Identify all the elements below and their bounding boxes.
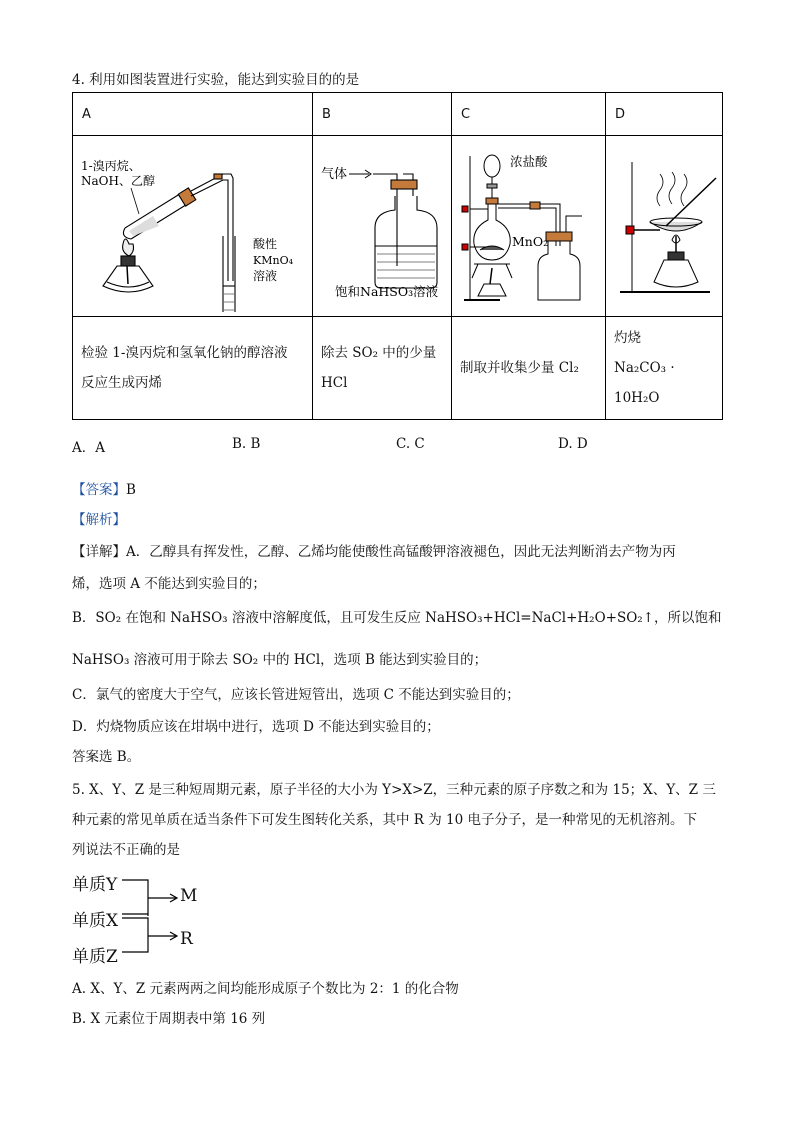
- product-m-label: M: [180, 886, 198, 906]
- fig-c-acid-label: 浓盐酸: [510, 154, 548, 169]
- q5-stem-line3: 列说法不正确的是: [72, 842, 180, 858]
- desc-b-line2: HCl: [321, 375, 348, 391]
- q5-option-a: A. X、Y、Z 元素两两之间均能形成原子个数比为 2：1 的化合物: [72, 981, 459, 997]
- desc-c-text: 制取并收集少量 Cl₂: [460, 360, 579, 376]
- q5-stem-line1: 5. X、Y、Z 是三种短周期元素，原子半径的大小为 Y>X>Z，三种元素的原子序数之和为 15；X、Y、Z 三: [72, 782, 716, 798]
- fig-a-reagent-line2: NaOH、乙醇: [81, 174, 155, 188]
- conversion-arrows: [120, 870, 180, 960]
- detail-b-line2: NaHSO₃ 溶液可用于除去 SO₂ 中的 HCl，选项 B 能达到实验目的；: [72, 652, 488, 668]
- detail-a-line1: [72, 540, 676, 560]
- fig-a-reagent-line1: 1-溴丙烷、: [81, 159, 141, 173]
- desc-b: [313, 317, 452, 420]
- header-b: B: [313, 93, 452, 136]
- q4-table: [72, 92, 723, 420]
- figure-b: [313, 136, 452, 317]
- option-a: A．A: [72, 440, 105, 456]
- fig-a-acid-line3: 溶液: [253, 269, 278, 283]
- header-d: D: [606, 93, 723, 136]
- fig-c-mno2-label: MnO₂: [512, 234, 549, 249]
- detail-a-text: A．乙醇具有挥发性，乙醇、乙烯均能使酸性高锰酸钾溶液褪色，因此无法判断消去产物为丙: [126, 544, 676, 560]
- chlorine-generator-illustration: [452, 136, 606, 312]
- detail-b-line1: B．SO₂ 在饱和 NaHSO₃ 溶液中溶解度低，且可发生反应 NaHSO₃+HCl=NaCl+H₂O+SO₂↑，所以饱和: [72, 610, 722, 626]
- desc-c: [452, 317, 606, 420]
- detail-a-line2: 烯，选项 A 不能达到实验目的；: [72, 576, 266, 592]
- detail-tag: 【详解】: [72, 544, 126, 560]
- answer-tag: 【答案】: [72, 482, 126, 498]
- option-b: B. B: [232, 436, 261, 452]
- option-d: D. D: [558, 436, 588, 452]
- product-r-label: R: [180, 929, 193, 949]
- option-c: C. C: [396, 436, 425, 452]
- figure-c: [452, 136, 606, 317]
- figure-a: [73, 136, 313, 317]
- conclusion: 答案选 B。: [72, 749, 141, 765]
- q4-stem: 4. 利用如图装置进行实验，能达到实验目的的是: [72, 72, 360, 88]
- analysis-tag: 【解析】: [72, 512, 126, 528]
- fig-a-acid-line2: KMnO₄: [253, 254, 293, 267]
- desc-a-line1: 检验 1-溴丙烷和氢氧化钠的醇溶液: [81, 345, 288, 361]
- evaporating-dish-illustration: [606, 136, 723, 312]
- fig-a-acid-line1: 酸性: [253, 237, 278, 251]
- fig-b-gas-label: 气体: [321, 167, 348, 182]
- figure-d: [606, 136, 723, 317]
- detail-c: C．氯气的密度大于空气，应该长管进短管出，选项 C 不能达到实验目的；: [72, 687, 520, 703]
- header-c: C: [452, 93, 606, 136]
- desc-d-line2: Na₂CO₃ · 10H₂O: [614, 360, 675, 406]
- header-a: A: [73, 93, 313, 136]
- desc-d: [606, 317, 723, 420]
- fig-b-solution-label: 饱和NaHSO₃溶液: [335, 284, 439, 299]
- element-y-label: 单质Y: [72, 875, 118, 895]
- answer-line: [72, 478, 136, 498]
- gas-washing-bottle-illustration: [313, 136, 452, 312]
- desc-d-line1: 灼烧: [614, 330, 641, 346]
- desc-a: [73, 317, 313, 420]
- desc-a-line2: 反应生成丙烯: [81, 375, 162, 391]
- detail-d: D．灼烧物质应该在坩埚中进行，选项 D 不能达到实验目的；: [72, 719, 440, 735]
- apparatus-a-illustration: [73, 136, 313, 312]
- q4-description-row: [73, 317, 723, 420]
- answer-value: B: [126, 482, 136, 498]
- element-z-label: 单质Z: [72, 947, 118, 967]
- element-x-label: 单质X: [72, 911, 119, 931]
- desc-b-line1: 除去 SO₂ 中的少量: [321, 345, 437, 361]
- q5-option-b: B. X 元素位于周期表中第 16 列: [72, 1011, 266, 1027]
- q4-header-row: [73, 93, 723, 136]
- q4-figure-row: [73, 136, 723, 317]
- q5-stem-line2: 种元素的常见单质在适当条件下可发生图转化关系，其中 R 为 10 电子分子，是一种常见的无机溶剂。下: [72, 812, 698, 828]
